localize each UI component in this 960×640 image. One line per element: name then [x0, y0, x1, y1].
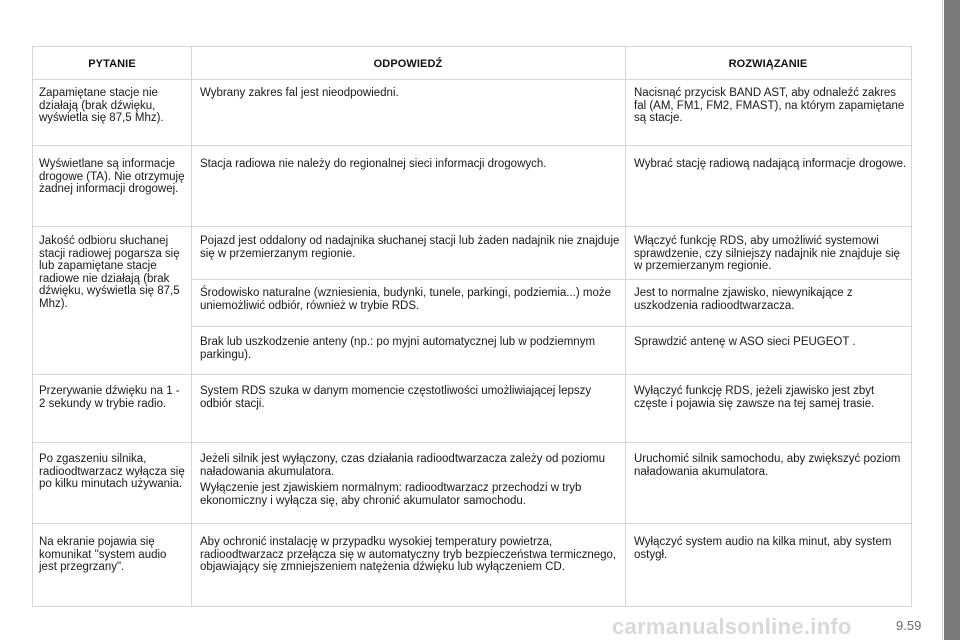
question-cell: Na ekranie pojawia się komunikat "system audio jest przegrzany". — [39, 536, 167, 573]
answer-cell: System RDS szuka w danym momencie częstotliwości umożliwiającej lepszy odbiór stacji. — [200, 385, 592, 410]
question-cell: Wyświetlane są informacje drogowe (TA). Nie otrzymuję żadnej informacji drogowej. — [39, 158, 185, 195]
solution-cell: Wyłączyć system audio na kilka minut, aby system ostygł. — [634, 536, 892, 561]
solution-cell: Uruchomić silnik samochodu, aby zwiększyć poziom naładowania akumulatora. — [634, 453, 901, 478]
edge-separator — [942, 0, 943, 640]
answer-cell: Brak lub uszkodzenie anteny (np.: po myjni automatycznej lub w podziemnym parkingu). — [200, 336, 596, 361]
solution-cell: Nacisnąć przycisk BAND AST, aby odnaleźć zakres fal (AM, FM1, FM2, FMAST), na którym zapamiętane są stacje. — [634, 87, 905, 124]
question-cell: Po zgaszeniu silnika, radioodtwarzacz wyłącza się po kilku minutach używania. — [39, 453, 185, 490]
answer-cell: Aby ochronić instalację w przypadku wysokiej temperatury powietrza, radioodtwarzacz przełącza się w automatyczny tryb bezpieczeństwa termicznego, objawiający się zmniejszeniem natężenia dźwięku lub wyłączeniem CD. — [200, 536, 617, 573]
solution-cell: Jest to normalne zjawisko, niewynikające z uszkodzenia radioodtwarzacza. — [634, 287, 853, 312]
row-divider — [33, 145, 911, 146]
answer-cell — [200, 453, 620, 511]
sub-row-divider — [191, 326, 911, 327]
row-divider — [33, 374, 911, 375]
table-header-row — [33, 47, 911, 80]
solution-cell: Wyłączyć funkcję RDS, jeżeli zjawisko jest zbyt częste i pojawia się zawsze na tej samej trasie. — [634, 385, 875, 410]
solution-cell: Wybrać stację radiową nadającą informacje drogowe. — [634, 158, 907, 170]
header-question: PYTANIE — [88, 58, 136, 70]
answer-paragraph: Jeżeli silnik jest wyłączony, czas działania radioodtwarzacza zależy od poziomu naładowania akumulatora. — [200, 453, 606, 478]
solution-cell: Sprawdzić antenę w ASO sieci PEUGEOT . — [634, 336, 856, 348]
header-solution: ROZWIĄZANIE — [728, 58, 808, 70]
solution-cell: Włączyć funkcję RDS, aby umożliwić systemowi sprawdzenie, czy silniejszy nadajnik nie znajduje się w przemierzanym regionie. — [634, 235, 900, 272]
header-answer: ODPOWIEDŹ — [373, 58, 443, 70]
answer-paragraph: Wyłączenie jest zjawiskiem normalnym: radioodtwarzacz przechodzi w tryb ekonomiczny i wyłącza się, aby chronić akumulator samochodu. — [200, 482, 582, 507]
question-cell: Jakość odbioru słuchanej stacji radiowej pogarsza się lub zapamiętane stacje radiowe nie działają (brak dźwięku, wyświetla się 87,5 Mhz). — [39, 235, 180, 310]
answer-cell: Pojazd jest oddalony od nadajnika słuchanej stacji lub żaden nadajnik nie znajduje się w przemierzanym regionie. — [200, 235, 620, 260]
page-number: 9.59 — [896, 618, 922, 633]
question-cell: Przerywanie dźwięku na 1 - 2 sekundy w trybie radio. — [39, 385, 180, 410]
troubleshooting-table — [32, 46, 912, 607]
row-divider — [33, 523, 911, 524]
question-cell: Zapamiętane stacje nie działają (brak dźwięku, wyświetla się 87,5 Mhz). — [39, 87, 164, 124]
sub-row-divider — [191, 279, 911, 280]
page-edge-bar — [944, 0, 960, 640]
watermark: carmanualsonline.info — [612, 614, 852, 639]
row-divider — [33, 226, 911, 227]
answer-cell: Wybrany zakres fal jest nieodpowiedni. — [200, 87, 399, 99]
answer-cell: Środowisko naturalne (wzniesienia, budynki, tunele, parkingi, podziemia...) może uniemożliwić odbiór, również w trybie RDS. — [200, 287, 612, 312]
row-divider — [33, 442, 911, 443]
answer-cell: Stacja radiowa nie należy do regionalnej sieci informacji drogowych. — [200, 158, 547, 170]
